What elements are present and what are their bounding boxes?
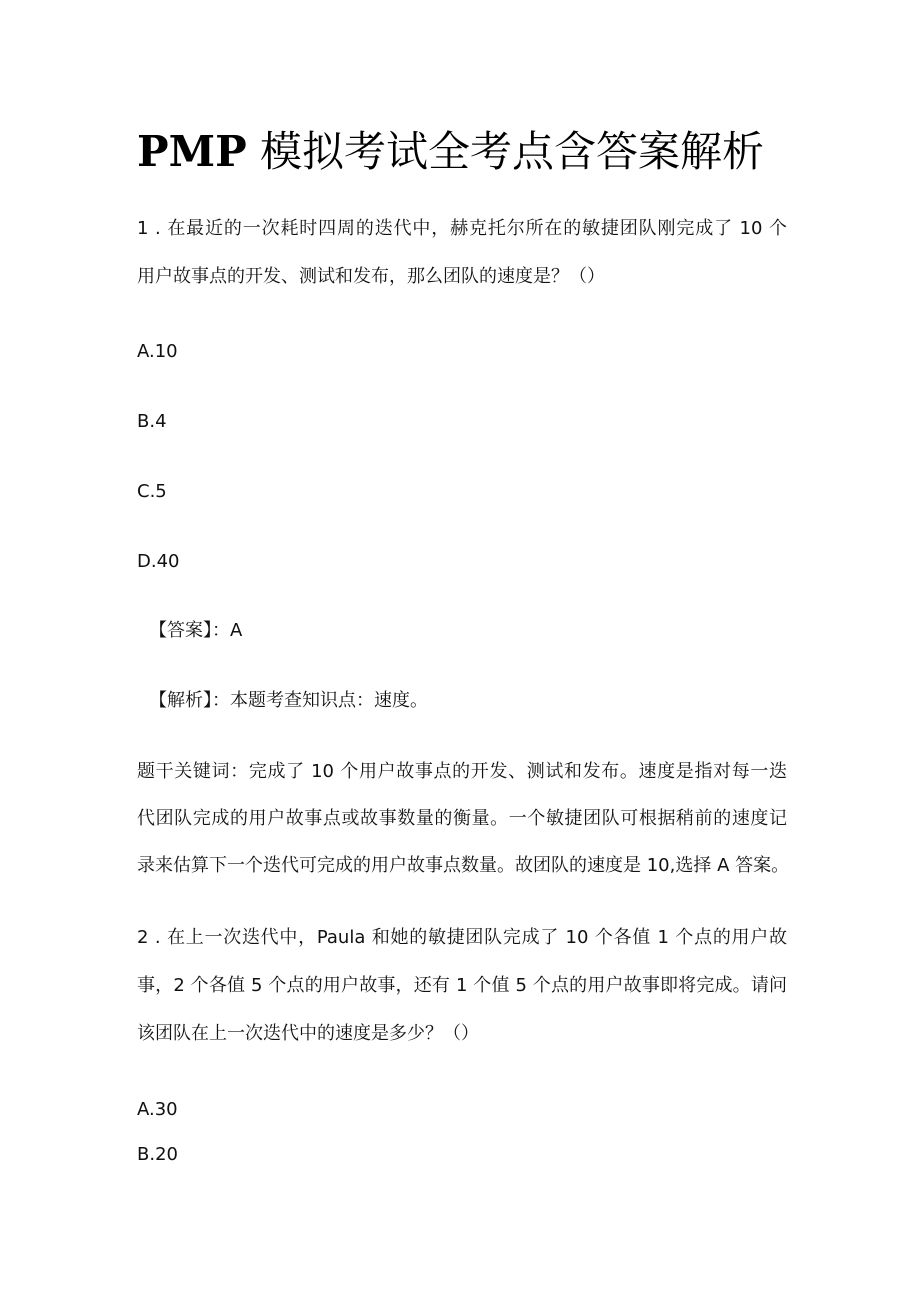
question-1-explanation-line-1: 题干关键词：完成了 10 个用户故事点的开发、测试和发布。速度是指对每一迭 bbox=[137, 761, 787, 782]
question-1-option-a: A.10 bbox=[137, 341, 178, 362]
page-title-latin: PMP bbox=[137, 127, 247, 176]
question-1-explanation-line-2: 代团队完成的用户故事点或故事数量的衡量。一个敏捷团队可根据稍前的速度记 bbox=[137, 808, 787, 829]
question-1-option-d: D.40 bbox=[137, 551, 180, 572]
question-1-analysis: 【解析】：本题考查知识点：速度。 bbox=[149, 690, 428, 711]
question-2-option-b: B.20 bbox=[137, 1144, 178, 1165]
question-1-option-b: B.4 bbox=[137, 411, 167, 432]
question-2-line-1: 2 . 在上一次迭代中，Paula 和她的敏捷团队完成了 10 个各值 1 个点的用户故 bbox=[137, 927, 787, 948]
question-2-option-a: A.30 bbox=[137, 1099, 178, 1120]
question-1-option-c: C.5 bbox=[137, 481, 167, 502]
question-1-line-1: 1 . 在最近的一次耗时四周的迭代中，赫克托尔所在的敏捷团队刚完成了 10 个 bbox=[137, 218, 787, 239]
question-1-answer: 【答案】：A bbox=[149, 620, 243, 641]
page-title bbox=[137, 122, 764, 182]
page-title-cjk: 模拟考试全考点含答案解析 bbox=[246, 127, 765, 176]
question-1-explanation-line-3: 录来估算下一个迭代可完成的用户故事点数量。故团队的速度是 10,选择 A 答案。 bbox=[137, 855, 790, 876]
question-2-line-3: 该团队在上一次迭代中的速度是多少？（） bbox=[137, 1023, 479, 1044]
question-2-line-2: 事，2 个各值 5 个点的用户故事，还有 1 个值 5 个点的用户故事即将完成。请问 bbox=[137, 975, 787, 996]
question-1-line-2: 用户故事点的开发、测试和发布，那么团队的速度是？（） bbox=[137, 266, 605, 287]
